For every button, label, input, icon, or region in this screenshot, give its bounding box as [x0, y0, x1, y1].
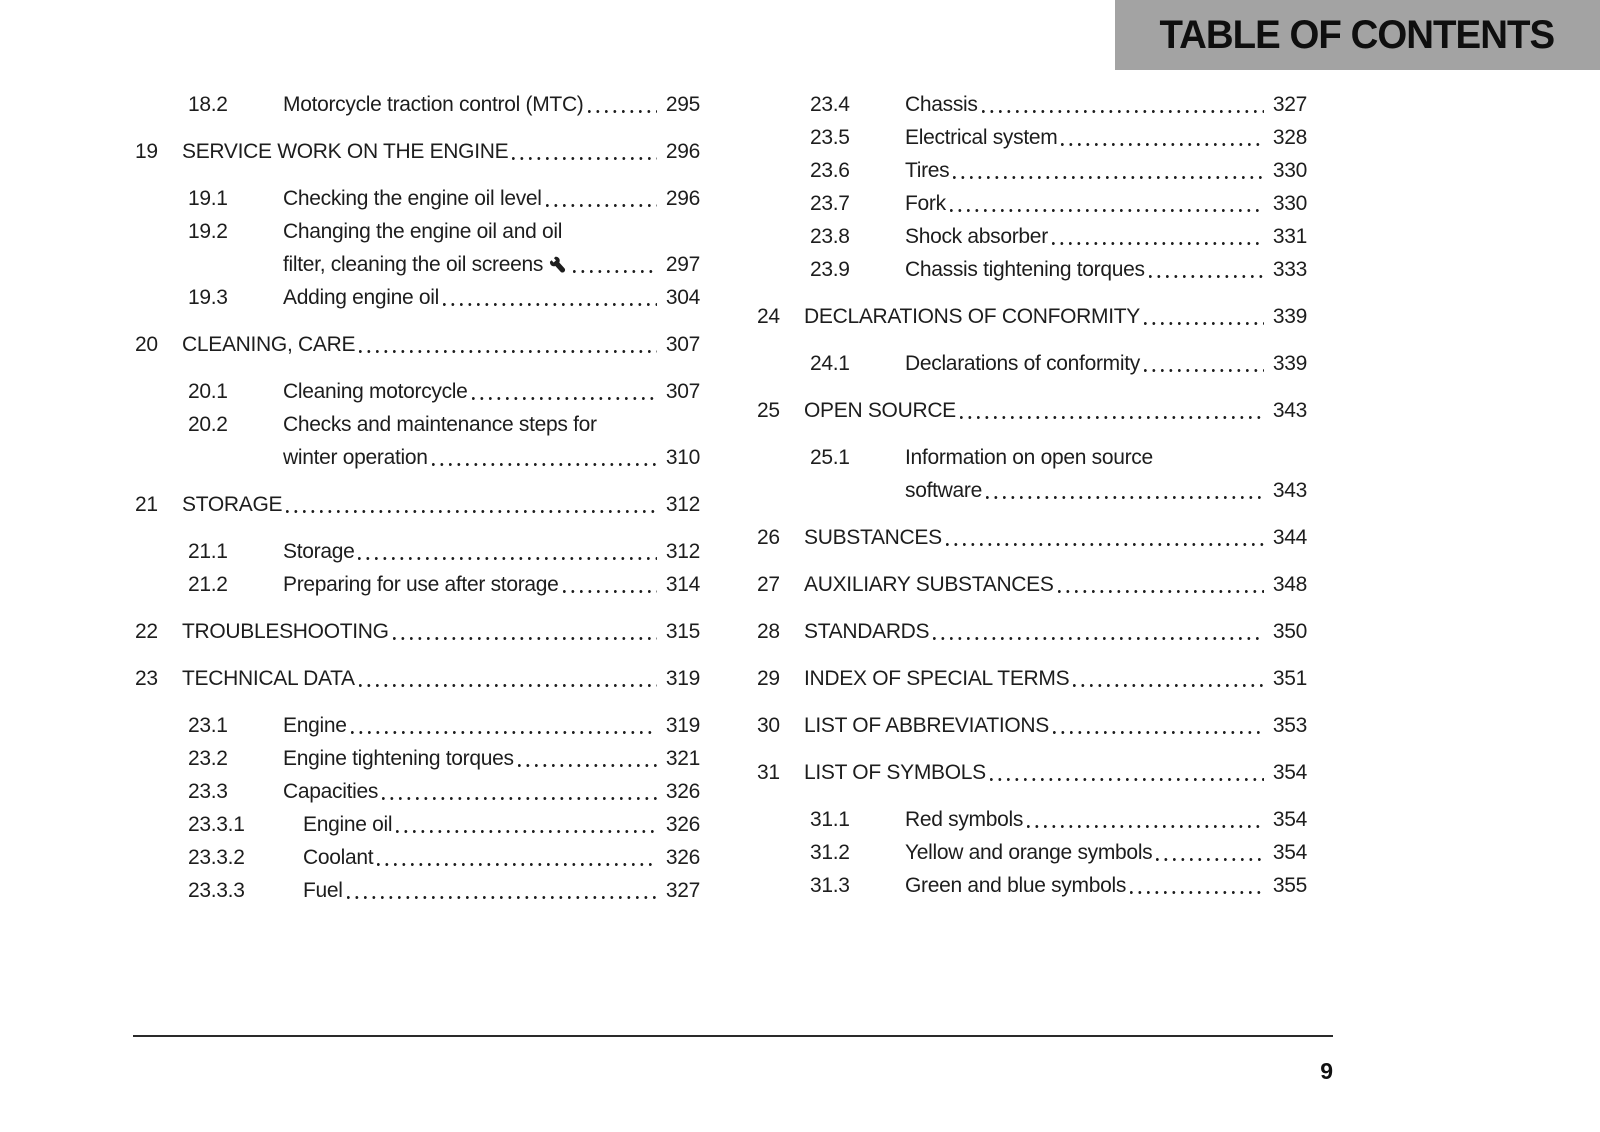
dot-leader	[286, 510, 657, 513]
toc-entry-title: Declarations of conformity	[905, 352, 1140, 375]
dot-leader	[950, 209, 1264, 212]
toc-entry-line	[283, 248, 700, 281]
dot-leader	[946, 543, 1264, 546]
toc-entry-line	[804, 756, 1307, 789]
dot-leader	[1073, 684, 1264, 687]
toc-entry	[810, 441, 1307, 507]
dot-leader	[359, 684, 657, 687]
dot-leader	[472, 397, 657, 400]
toc-entry-number: 23.5	[810, 126, 850, 149]
dot-leader	[1130, 891, 1264, 894]
toc-entry-number: 20.2	[188, 413, 228, 436]
toc-entry-title: OPEN SOURCE	[804, 399, 956, 422]
toc-entry	[757, 521, 1307, 554]
toc-entry-title: Green and blue symbols	[905, 874, 1127, 897]
toc-entry-line	[283, 215, 700, 248]
toc-entry-title: Fuel	[303, 879, 343, 902]
toc-entry	[810, 154, 1307, 187]
dot-leader	[347, 896, 657, 899]
toc-entry-body	[804, 568, 1307, 601]
toc-entry-page: 295	[665, 93, 700, 116]
toc-entry-line	[283, 88, 700, 121]
toc-entry-number: 23.3.2	[188, 846, 245, 869]
toc-entry-page: 312	[665, 540, 700, 563]
toc-entry-body	[905, 869, 1307, 902]
toc-entry	[188, 408, 700, 474]
toc-entry-title: Engine tightening torques	[283, 747, 514, 770]
toc-entry-body	[283, 535, 700, 568]
toc-entry-body	[804, 709, 1307, 742]
toc-entry-title: software	[905, 479, 982, 502]
dot-leader	[359, 350, 657, 353]
toc-entry-number: 23.1	[188, 714, 228, 737]
toc-entry-number: 31.3	[810, 874, 850, 897]
dot-leader	[1058, 590, 1264, 593]
toc-entry-body	[283, 709, 700, 742]
toc-entry-page: 339	[1272, 352, 1307, 375]
dot-leader	[1053, 731, 1264, 734]
toc-entry	[188, 535, 700, 568]
toc-entry-line	[283, 775, 700, 808]
toc-entry-body	[182, 135, 700, 168]
toc-entry-page: 330	[1272, 192, 1307, 215]
dot-leader	[1149, 275, 1264, 278]
dot-leader	[443, 303, 657, 306]
toc-entry-number: 23.9	[810, 258, 850, 281]
toc-entry-page: 343	[1272, 479, 1307, 502]
toc-entry-number: 26	[757, 526, 780, 549]
toc-entry-title: Shock absorber	[905, 225, 1048, 248]
toc-entry-page: 314	[665, 573, 700, 596]
toc-entry-page: 319	[665, 714, 700, 737]
toc-entry-title: Chassis tightening torques	[905, 258, 1145, 281]
toc-entry-title: Yellow and orange symbols	[905, 841, 1153, 864]
toc-entry-line	[182, 328, 700, 361]
toc-entry	[188, 841, 700, 874]
toc-entry-line	[283, 408, 700, 441]
toc-entry-number: 24.1	[810, 352, 850, 375]
toc-entry-number: 21.2	[188, 573, 228, 596]
toc-entry-body	[905, 803, 1307, 836]
toc-entry-page: 333	[1272, 258, 1307, 281]
dot-leader	[351, 731, 657, 734]
toc-entry-page: 310	[665, 446, 700, 469]
dot-leader	[990, 778, 1264, 781]
toc-entry-line	[283, 375, 700, 408]
toc-entry	[188, 568, 700, 601]
toc-entry-title: Checks and maintenance steps for	[283, 413, 597, 436]
toc-entry-body	[804, 394, 1307, 427]
toc-entry	[135, 488, 700, 521]
toc-entry-page: 304	[665, 286, 700, 309]
toc-entry-body	[804, 521, 1307, 554]
toc-column-right	[757, 88, 1307, 902]
toc-entry-title: TROUBLESHOOTING	[182, 620, 389, 643]
dot-leader	[1144, 322, 1264, 325]
page-title: TABLE OF CONTENTS	[1159, 12, 1554, 57]
toc-entry-line	[905, 441, 1307, 474]
toc-column-left	[135, 88, 700, 907]
toc-entry-line	[905, 803, 1307, 836]
toc-entry-title: Coolant	[303, 846, 374, 869]
toc-entry-page: 354	[1272, 761, 1307, 784]
toc-entry-line	[182, 662, 700, 695]
toc-entry-page: 354	[1272, 841, 1307, 864]
toc-entry-body	[905, 253, 1307, 286]
toc-entry-title: winter operation	[283, 446, 428, 469]
toc-entry-number: 19.3	[188, 286, 228, 309]
toc-entry-body	[905, 441, 1307, 507]
toc-entry-line	[905, 88, 1307, 121]
toc-entry-line	[182, 615, 700, 648]
toc-entry-body	[905, 836, 1307, 869]
toc-entry-number: 28	[757, 620, 780, 643]
toc-entry-page: 351	[1272, 667, 1307, 690]
toc-entry-number: 18.2	[188, 93, 228, 116]
toc-entry-title: Fork	[905, 192, 946, 215]
toc-entry-number: 22	[135, 620, 158, 643]
toc-entry-body	[303, 808, 700, 841]
toc-entry	[188, 281, 700, 314]
toc-entry-page: 326	[665, 813, 700, 836]
toc-entry-line	[905, 220, 1307, 253]
toc-entry-title: Information on open source	[905, 446, 1153, 469]
toc-entry-page: 354	[1272, 808, 1307, 831]
toc-entry-title: Cleaning motorcycle	[283, 380, 468, 403]
toc-entry-body	[905, 88, 1307, 121]
toc-entry-title: SERVICE WORK ON THE ENGINE	[182, 140, 509, 163]
dot-leader	[1061, 143, 1263, 146]
toc-entry-body	[283, 88, 700, 121]
toc-entry-line	[905, 253, 1307, 286]
toc-entry	[188, 808, 700, 841]
toc-entry-title: TECHNICAL DATA	[182, 667, 355, 690]
toc-entry-number: 20	[135, 333, 158, 356]
toc-entry	[810, 347, 1307, 380]
toc-entry-number: 29	[757, 667, 780, 690]
toc-entry-page: 296	[665, 187, 700, 210]
toc-entry-body	[182, 328, 700, 361]
toc-entry-number: 19.1	[188, 187, 228, 210]
dot-leader	[563, 590, 657, 593]
toc-entry	[188, 182, 700, 215]
dot-leader	[588, 110, 657, 113]
toc-entry-line	[905, 347, 1307, 380]
toc-entry-title: Motorcycle traction control (MTC)	[283, 93, 584, 116]
toc-entry-body	[905, 187, 1307, 220]
toc-entry-body	[283, 375, 700, 408]
toc-entry-title: STORAGE	[182, 493, 283, 516]
dot-leader	[396, 830, 657, 833]
toc-entry-page: 307	[665, 333, 700, 356]
toc-entry-title: LIST OF SYMBOLS	[804, 761, 986, 784]
toc-entry	[757, 394, 1307, 427]
toc-entry	[188, 742, 700, 775]
toc-entry	[188, 375, 700, 408]
dot-leader	[1027, 825, 1264, 828]
toc-entry-page: 327	[665, 879, 700, 902]
toc-entry-title: CLEANING, CARE	[182, 333, 356, 356]
toc-entry-title: Capacities	[283, 780, 379, 803]
toc-entry	[810, 187, 1307, 220]
toc-entry-body	[804, 756, 1307, 789]
toc-entry	[810, 836, 1307, 869]
toc-entry-body	[283, 215, 700, 281]
toc-entry-line	[804, 521, 1307, 554]
dot-leader	[546, 204, 657, 207]
toc-entry-page: 296	[665, 140, 700, 163]
dot-leader	[358, 557, 656, 560]
toc-entry-body	[283, 408, 700, 474]
toc-entry-body	[303, 841, 700, 874]
toc-entry-title: filter, cleaning the oil screens	[283, 253, 544, 276]
dot-leader	[933, 637, 1264, 640]
toc-entry-body	[283, 281, 700, 314]
toc-entry-page: 321	[665, 747, 700, 770]
dot-leader	[518, 764, 657, 767]
toc-entry-page: 328	[1272, 126, 1307, 149]
toc-entry-line	[182, 488, 700, 521]
toc-entry-page: 350	[1272, 620, 1307, 643]
toc-entry-line	[804, 662, 1307, 695]
toc-entry-number: 23.7	[810, 192, 850, 215]
toc-entry-body	[905, 121, 1307, 154]
toc-entry	[135, 135, 700, 168]
toc-entry-title: Engine	[283, 714, 347, 737]
dot-leader	[1144, 369, 1264, 372]
toc-entry-body	[804, 615, 1307, 648]
toc-entry-page: 319	[665, 667, 700, 690]
dot-leader	[953, 176, 1263, 179]
wrench-icon	[549, 256, 568, 275]
toc-entry	[757, 662, 1307, 695]
toc-entry	[188, 775, 700, 808]
toc-entry-body	[182, 662, 700, 695]
table-of-contents-banner	[1115, 0, 1600, 70]
dot-leader	[393, 637, 657, 640]
toc-entry-number: 21.1	[188, 540, 228, 563]
toc-entry-number: 23	[135, 667, 158, 690]
toc-entry-body	[182, 615, 700, 648]
toc-entry-title: Storage	[283, 540, 355, 563]
toc-entry-page: 331	[1272, 225, 1307, 248]
toc-entry-body	[283, 742, 700, 775]
toc-entry-line	[804, 615, 1307, 648]
toc-entry-number: 23.3	[188, 780, 228, 803]
toc-entry-line	[303, 841, 700, 874]
dot-leader	[382, 797, 657, 800]
toc-entry-line	[283, 568, 700, 601]
toc-entry-title: SUBSTANCES	[804, 526, 942, 549]
toc-entry	[135, 328, 700, 361]
toc-entry-title: AUXILIARY SUBSTANCES	[804, 573, 1054, 596]
toc-entry-title: Tires	[905, 159, 950, 182]
toc-entry	[188, 709, 700, 742]
toc-entry-body	[905, 220, 1307, 253]
toc-entry-title: Changing the engine oil and oil	[283, 220, 563, 243]
toc-entry-line	[905, 836, 1307, 869]
toc-entry	[810, 253, 1307, 286]
toc-entry-number: 31	[757, 761, 780, 784]
toc-entry	[810, 88, 1307, 121]
toc-entry-number: 24	[757, 305, 780, 328]
toc-entry-line	[283, 281, 700, 314]
toc-entry-page: 312	[665, 493, 700, 516]
toc-entry-title: LIST OF ABBREVIATIONS	[804, 714, 1049, 737]
toc-entry	[757, 709, 1307, 742]
toc-entry	[810, 869, 1307, 902]
toc-entry-page: 339	[1272, 305, 1307, 328]
dot-leader	[986, 496, 1264, 499]
footer-divider	[133, 1035, 1333, 1037]
toc-entry-number: 19	[135, 140, 158, 163]
toc-entry-number: 20.1	[188, 380, 228, 403]
toc-entry-body	[905, 154, 1307, 187]
toc-entry-line	[804, 568, 1307, 601]
toc-entry-title: Engine oil	[303, 813, 393, 836]
toc-entry-body	[283, 775, 700, 808]
toc-entry-number: 30	[757, 714, 780, 737]
dot-leader	[982, 110, 1264, 113]
toc-entry-line	[905, 869, 1307, 902]
toc-entry-page: 353	[1272, 714, 1307, 737]
toc-entry-body	[905, 347, 1307, 380]
toc-entry	[757, 300, 1307, 333]
toc-entry-title: Checking the engine oil level	[283, 187, 542, 210]
dot-leader	[960, 416, 1264, 419]
toc-entry	[757, 756, 1307, 789]
toc-entry-number: 27	[757, 573, 780, 596]
toc-entry-title: Chassis	[905, 93, 978, 116]
toc-entry	[188, 88, 700, 121]
toc-entry-page: 327	[1272, 93, 1307, 116]
toc-entry-page: 344	[1272, 526, 1307, 549]
toc-entry-line	[303, 874, 700, 907]
toc-entry-line	[283, 535, 700, 568]
toc-entry	[135, 615, 700, 648]
toc-entry-title: Electrical system	[905, 126, 1058, 149]
toc-entry-number: 23.3.3	[188, 879, 245, 902]
toc-entry-page: 343	[1272, 399, 1307, 422]
toc-entry-page: 355	[1272, 874, 1307, 897]
dot-leader	[573, 270, 657, 273]
toc-entry-page: 330	[1272, 159, 1307, 182]
toc-entry-number: 23.2	[188, 747, 228, 770]
toc-entry-line	[303, 808, 700, 841]
toc-entry-page: 326	[665, 846, 700, 869]
toc-entry-number: 25	[757, 399, 780, 422]
toc-entry-page: 315	[665, 620, 700, 643]
toc-entry-body	[804, 662, 1307, 695]
toc-entry	[757, 568, 1307, 601]
toc-entry-title: INDEX OF SPECIAL TERMS	[804, 667, 1070, 690]
toc-entry-page: 348	[1272, 573, 1307, 596]
dot-leader	[1052, 242, 1264, 245]
toc-entry	[135, 662, 700, 695]
toc-entry	[810, 220, 1307, 253]
toc-entry-number: 25.1	[810, 446, 850, 469]
toc-entry	[810, 803, 1307, 836]
toc-entry-number: 31.1	[810, 808, 850, 831]
toc-entry-title: Preparing for use after storage	[283, 573, 559, 596]
toc-entry-line	[804, 394, 1307, 427]
dot-leader	[512, 157, 657, 160]
toc-entry	[188, 215, 700, 281]
toc-entry-number: 19.2	[188, 220, 228, 243]
toc-entry-line	[283, 441, 700, 474]
toc-entry-number: 21	[135, 493, 158, 516]
toc-entry-line	[905, 154, 1307, 187]
dot-leader	[1156, 858, 1263, 861]
toc-entry-line	[804, 709, 1307, 742]
toc-entry-body	[283, 182, 700, 215]
toc-entry-number: 23.3.1	[188, 813, 245, 836]
toc-entry-line	[182, 135, 700, 168]
dot-leader	[377, 863, 657, 866]
toc-entry-line	[804, 300, 1307, 333]
toc-entry-line	[283, 182, 700, 215]
toc-entry-number: 23.6	[810, 159, 850, 182]
toc-entry-line	[905, 474, 1307, 507]
toc-entry	[188, 874, 700, 907]
toc-entry-line	[283, 709, 700, 742]
toc-entry-body	[804, 300, 1307, 333]
toc-entry-title: Red symbols	[905, 808, 1024, 831]
toc-entry-body	[283, 568, 700, 601]
toc-entry-number: 23.4	[810, 93, 850, 116]
toc-entry-title: DECLARATIONS OF CONFORMITY	[804, 305, 1140, 328]
toc-entry-line	[905, 121, 1307, 154]
dot-leader	[432, 463, 657, 466]
toc-entry-title: Adding engine oil	[283, 286, 440, 309]
toc-entry-title: STANDARDS	[804, 620, 930, 643]
toc-entry-number: 31.2	[810, 841, 850, 864]
toc-entry-page: 326	[665, 780, 700, 803]
toc-entry-line	[283, 742, 700, 775]
toc-entry	[757, 615, 1307, 648]
toc-entry	[810, 121, 1307, 154]
page-number: 9	[1320, 1058, 1333, 1084]
toc-entry-number: 23.8	[810, 225, 850, 248]
toc-entry-line	[905, 187, 1307, 220]
toc-entry-body	[182, 488, 700, 521]
toc-entry-page: 297	[665, 253, 700, 276]
toc-entry-page: 307	[665, 380, 700, 403]
toc-entry-body	[303, 874, 700, 907]
